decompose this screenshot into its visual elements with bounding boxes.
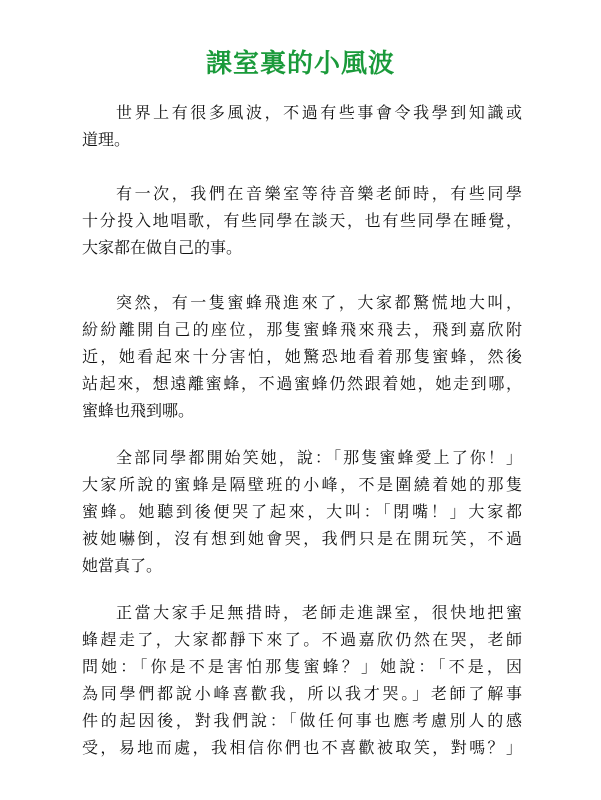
paragraph-line: 站起來，想遠離蜜蜂，不過蜜蜂仍然跟着她，她走到哪， bbox=[82, 374, 522, 393]
paragraph-line: 正當大家手足無措時，老師走進課室，很快地把蜜 bbox=[116, 603, 522, 622]
paragraph-line: 世界上有很多風波，不過有些事會令我學到知識或 bbox=[116, 103, 522, 122]
paragraph-line: 被她嚇倒，沒有想到她會哭，我們只是在開玩笑，不過 bbox=[82, 529, 522, 548]
paragraph-line: 十分投入地唱歌，有些同學在談天，也有些同學在睡覺， bbox=[82, 211, 522, 230]
paragraph-line: 近，她看起來十分害怕，她驚恐地看着那隻蜜蜂，然後 bbox=[82, 347, 522, 366]
paragraph-line: 道理。 bbox=[82, 130, 131, 149]
paragraph-line: 突然，有一隻蜜蜂飛進來了，大家都驚慌地大叫， bbox=[116, 293, 522, 312]
paragraph-line: 大家都在做自己的事。 bbox=[82, 238, 243, 257]
paragraph-line: 為同學們都說小峰喜歡我，所以我才哭。」老師了解事 bbox=[82, 684, 522, 703]
paragraph-line: 蜂趕走了，大家都靜下來了。不過嘉欣仍然在哭，老師 bbox=[82, 630, 522, 649]
paragraph-4 bbox=[82, 444, 522, 579]
paragraph-2 bbox=[82, 180, 522, 261]
paragraph-line: 大家所說的蜜蜂是隔壁班的小峰，不是圍繞着她的那隻 bbox=[82, 475, 522, 494]
paragraph-3 bbox=[82, 289, 522, 424]
page-title: 課室裏的小風波 bbox=[205, 49, 395, 79]
paragraph-line: 她當真了。 bbox=[82, 556, 163, 575]
paragraph-line: 受，易地而處，我相信你們也不喜歡被取笑，對嗎？」 bbox=[82, 738, 522, 757]
paragraph-line: 問她：「你是不是害怕那隻蜜蜂？」她說：「不是，因 bbox=[82, 657, 522, 676]
paragraph-line: 蜜蜂也飛到哪。 bbox=[82, 401, 195, 420]
paragraph-5 bbox=[82, 599, 522, 761]
paragraph-line: 全部同學都開始笑她，說：「那隻蜜蜂愛上了你！」 bbox=[116, 448, 522, 467]
paragraph-1 bbox=[82, 99, 522, 153]
paragraph-line: 件的起因後，對我們說：「做任何事也應考慮別人的感 bbox=[82, 711, 522, 730]
paragraph-line: 蜜蜂。她聽到後便哭了起來，大叫：「閉嘴！」大家都 bbox=[82, 502, 522, 521]
paragraph-line: 紛紛離開自己的座位，那隻蜜蜂飛來飛去，飛到嘉欣附 bbox=[82, 320, 522, 339]
paragraph-line: 有一次，我們在音樂室等待音樂老師時，有些同學 bbox=[116, 184, 522, 203]
